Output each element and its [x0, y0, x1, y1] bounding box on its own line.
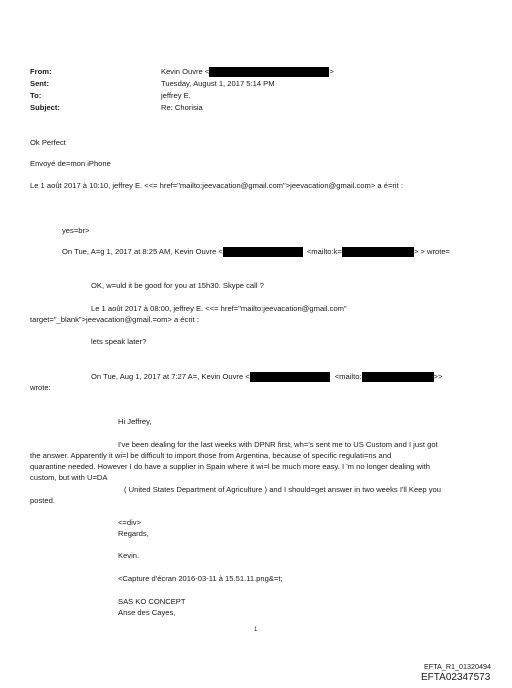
body-kevin: Kevin.	[118, 551, 140, 560]
subject-label: Subject:	[30, 103, 60, 112]
quote-header-727-text: On Tue, Aug 1, 2017 at 7:27 A=, Kevin Ouvre <	[91, 372, 250, 381]
body-envoye: Envoyé de=mon iPhone	[30, 159, 111, 168]
quote-header-727	[91, 372, 442, 382]
footer-id-1: EFTA_R1_01320494	[424, 662, 491, 671]
redaction-box	[209, 67, 329, 77]
body-posted: posted.	[30, 496, 55, 505]
body-para1-line2: the answer. Apparently it wi=l be difficult to import those from Argentina, because of specific regulati=ns and	[30, 451, 392, 460]
body-sas: SAS KO CONCEPT	[118, 597, 186, 606]
redaction-box	[342, 247, 414, 257]
quote-mailto-825: <mailto:k=	[306, 247, 342, 256]
body-anse: Anse des Cayes,	[118, 608, 176, 617]
subject-value: Re: Chorisia	[161, 103, 203, 112]
body-para1-line3: quarantine needed. However I do have a supplier in Spain where it wi=l be much more easy. I 'm no longer dealing with	[30, 462, 430, 471]
body-para1-line4: custom, but with U=DA	[30, 473, 108, 482]
quote-header-825-text: On Tue, A=g 1, 2017 at 8:25 AM, Kevin Ouvre <	[62, 247, 223, 256]
quote-mailto-727: <mailto:	[334, 372, 362, 381]
sent-label: Sent:	[30, 79, 49, 88]
sent-value: Tuesday, August 1, 2017 5:14 PM	[161, 79, 275, 88]
from-name: Kevin Ouvre <	[161, 67, 210, 76]
body-le1-aout-1010: Le 1 août 2017 à 10:10, jeffrey E. <<= href="mailto:jeevacation@gmail.com">jeevacation@gmail.com> a é=rit :	[30, 181, 403, 190]
body-ok-perfect: Ok Perfect	[30, 138, 66, 147]
body-capture: <Capture d'écran 2016-03-11 à 15.51.11.png&=t;	[118, 574, 283, 583]
quote-wrote-727: >>	[433, 372, 443, 381]
redaction-box	[362, 372, 434, 382]
body-ok-would: OK, w=uld it be good for you at 15h30. Skype call ?	[91, 281, 264, 290]
quote-header-825	[62, 247, 450, 257]
page-number: 1	[254, 627, 258, 633]
to-value: jeffrey E.	[161, 91, 191, 100]
redaction-box	[223, 247, 303, 257]
from-label: From:	[30, 67, 52, 76]
body-div-tag: <=div>	[118, 518, 142, 527]
body-wrote: wrote:	[30, 383, 51, 392]
body-para1-line1: I've been dealing for the last weeks with DPNR first, wh='s sent me to US Custom and I just got	[118, 440, 438, 449]
body-hi-jeffrey: Hi Jeffrey,	[118, 417, 152, 426]
from-value	[161, 67, 334, 77]
body-yes-br: yes=br>	[62, 226, 90, 235]
body-lets-speak: lets speak later?	[91, 337, 147, 346]
from-end: >	[329, 67, 334, 76]
body-regards: Regards,	[118, 529, 149, 538]
body-le1-aout-0800: Le 1 août 2017 à 08:00, jeffrey E. <<= href="mailto:jeevacation@gmail.com"	[91, 304, 347, 313]
quote-wrote-825: > > wrote=	[413, 247, 450, 256]
body-para1-line5: ( United States Department of Agriculture ) and I should=get answer in two weeks I'll Keep you	[124, 485, 441, 494]
redaction-box	[250, 372, 330, 382]
body-target-blank: target="_blank">jeevacation@gmail.=om> a écrit :	[30, 315, 199, 324]
to-label: To:	[30, 91, 42, 100]
footer-id-2: EFTA02347573	[421, 672, 491, 683]
